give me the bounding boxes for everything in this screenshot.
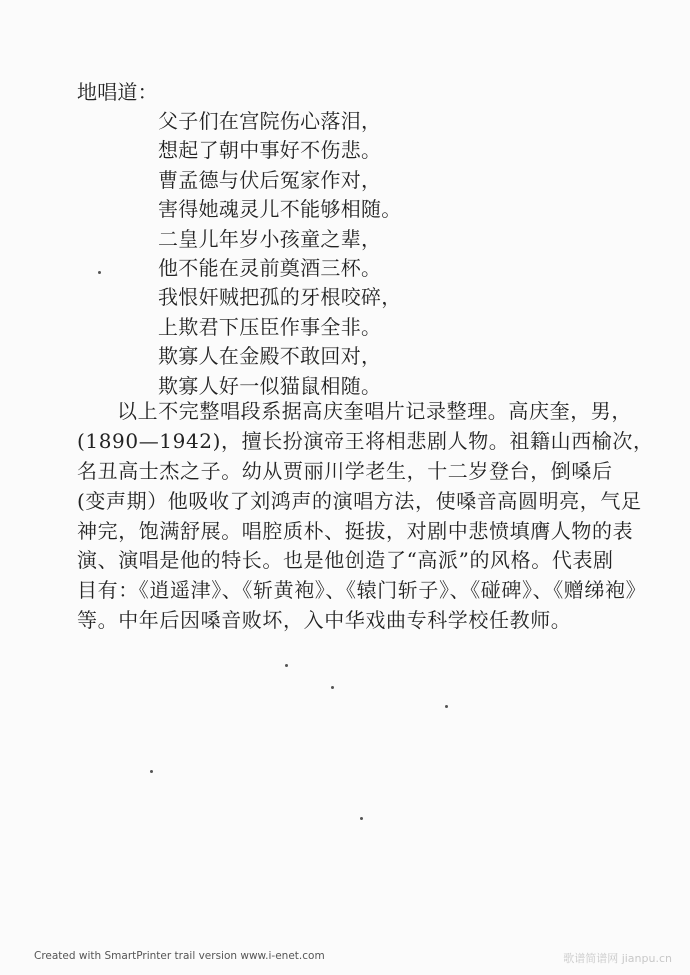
scan-speck (331, 686, 334, 689)
scan-speck (360, 817, 363, 820)
verse-line: 想起了朝中事好不伤悲。 (158, 138, 382, 163)
paragraph-line: (变声期）他吸收了刘鸿声的演唱方法，使嗓音高圆明亮，气足 (77, 488, 642, 513)
lyrics-verse (158, 107, 402, 401)
watermark: 歌谱简谱网 jianpu.cn (563, 952, 672, 965)
paragraph-line: 神完，饱满舒展。唱腔质朴、挺拔，对剧中悲愤填膺人物的表 (77, 518, 634, 543)
description-paragraph (77, 397, 662, 636)
scan-speck (98, 271, 101, 274)
paragraph-line: 目有：《逍遥津》、《斩黄袍》、《辕门斩子》、《碰碑》、《赠绨袍》 (77, 578, 647, 603)
verse-line: 欺寡人在金殿不敢回对， (158, 344, 382, 369)
paragraph-line: 以上不完整唱段系据高庆奎唱片记录整理。高庆奎，男， (117, 399, 632, 423)
paragraph-line: 演、演唱是他的特长。也是他创造了“高派”的风格。代表剧 (77, 548, 614, 573)
verse-line: 欺寡人好一似猫鼠相随。 (158, 373, 382, 398)
scan-speck (150, 770, 153, 773)
scan-speck (445, 705, 448, 708)
scan-speck (285, 664, 288, 667)
verse-line: 曹孟德与伏后冤家作对， (158, 167, 382, 192)
verse-line: 我恨奸贼把孤的牙根咬碎， (158, 285, 402, 310)
verse-line: 上欺君下压臣作事全非。 (158, 314, 382, 339)
paragraph-line: 等。中年后因嗓音败坏，入中华戏曲专科学校任教师。 (77, 608, 572, 633)
verse-line: 父子们在宫院伤心落泪， (158, 109, 382, 133)
verse-line: 他不能在灵前奠酒三杯。 (158, 255, 382, 280)
paragraph-line: (1890—1942)，擅长扮演帝王将相悲剧人物。祖籍山西榆次， (77, 428, 654, 453)
paragraph-line: 名丑高士杰之子。幼从贾丽川学老生，十二岁登台，倒嗓后 (77, 458, 613, 483)
verse-line: 二皇儿年岁小孩童之辈， (158, 226, 382, 251)
creator-footer: Created with SmartPrinter trail version www.i-enet.com (34, 950, 325, 962)
intro-line: 地唱道： (77, 80, 158, 104)
verse-line: 害得她魂灵儿不能够相随。 (158, 197, 402, 222)
